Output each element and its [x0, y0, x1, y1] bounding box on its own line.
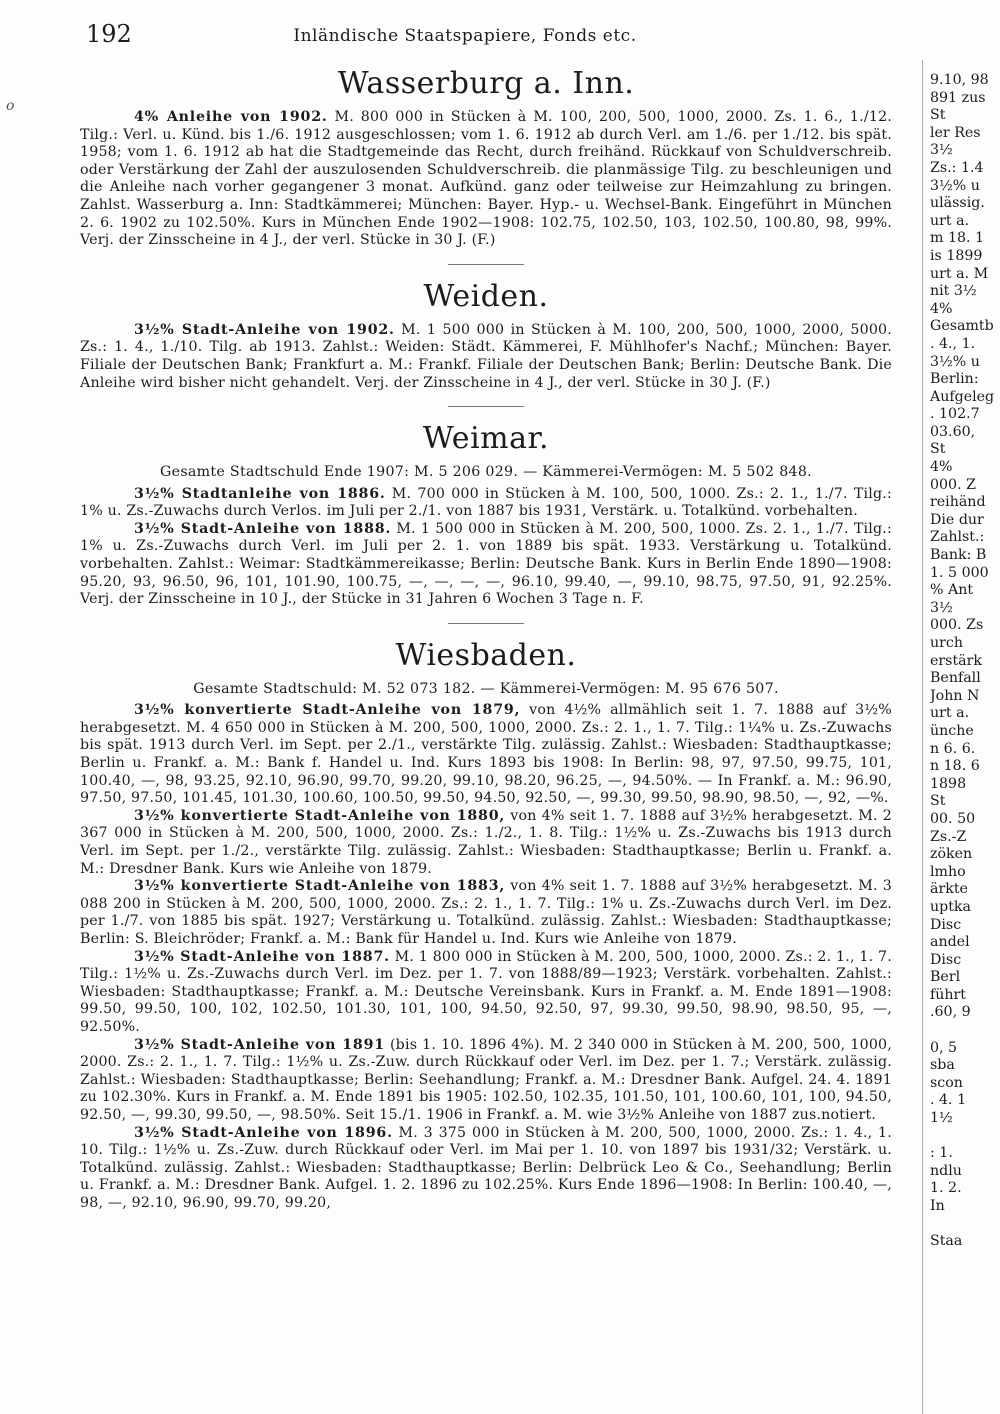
fragment-line: urch	[930, 635, 964, 651]
fragment-line: 1898	[930, 775, 967, 792]
loan-details: M. 1 500 000 in Stücken à M. 200, 500, 1000. Zs. 2. 1., 1./7. Tilg.: 1% u. Zs.-Zuwachs durch Verl. im Juli per 2. 1. von 1889 bis spät. 1933. Verstärkung u. Totalkünd. vorbehalten. Zahlst.: Weimar: Stadtkämmereikasse; Berlin: Deutsche Bank. Kurs in Berlin Ende 1890—1908: 95.20, 93, 96.50, 96, 101, 101.90, 100.75, —, —, —, —, 96.10, 99.40, —, 99.10, 98.75, 97.50, 91, 92.25%. Verj. der Zinsscheine in 10 J., der Stücke in 31 Jahren 6 Wochen 3 Tage n. F.	[80, 520, 892, 608]
fragment-line: . 4. 1	[930, 1092, 967, 1109]
fragment-line: ärkte	[930, 881, 968, 898]
adjacent-page-fragment	[930, 72, 1000, 1414]
fragment-line: 0, 5	[930, 1039, 958, 1056]
fragment-line: John N	[930, 687, 980, 704]
fragment-line: 3½	[930, 599, 953, 616]
fragment-line	[930, 1216, 1000, 1234]
loan-details: von 4½% allmählich seit 1. 7. 1888 auf 3½% herabgesetzt. M. 4 650 000 in Stücken à M. 200, 500, 1000, 2000. Zs.: 2. 1., 1. 7. Tilg.: 1¼% u. Zs.-Zuwachs bis spät. 1913 durch Verl. im Sept. per 2./1., verstärkte Tilg. zulässig. Zahlst.: Wiesbaden: Stadthauptkasse; Berlin u. Frankf. a. M.: Bank f. Handel u. Ind. Kurs 1893 bis 1908: In Berlin: 98, 97, 97.50, 99.75, 101, 100.40, —, 98, 93.25, 92.10, 96.90, 99.70, 99.20, 99.10, 98.20, 96.25, —, 94.50%. — In Frankf. a. M.: 96.90, 97.50, 97.50, 101.45, 101.30, 100.60, 100.50, 99.50, 94.50, 92.50, —, 99.30, 99.50, 98.90, 98.50, —, 92, —%.	[80, 702, 892, 807]
fragment-line: 3½	[930, 142, 953, 159]
loan-title: 3½% Stadt-Anleihe von 1888.	[134, 520, 392, 537]
fragment-line: Aufgeleg	[930, 388, 995, 405]
loan-details: von 4% seit 1. 7. 1888 auf 3½% herabgesetzt. M. 3 088 200 in Stücken à M. 200, 500, 1000, 2000. Zs.: 2. 1., 1. 7. Tilg.: 1% u. Zs.-Zuwachs durch Verl. im Dez. per 1./7. von 1885 bis spät. 1927; Verstärkung u. Totalkünd. zulässig. Zahlst.: Wiesbaden: Stadthauptkasse; Berlin: S. Bleichröder; Frankf. a. M.: Bank für Handel u. Ind. Kurs wie Anleihe von 1879.	[80, 878, 892, 947]
fragment-line: Die dur	[930, 511, 984, 528]
fragment-line: Disc	[930, 916, 962, 933]
loan-details: von 4% seit 1. 7. 1888 auf 3½% herabgesetzt. M. 2 367 000 in Stücken à M. 200, 500, 1000, 2000. Zs.: 1./2., 1. 8. Tilg.: 1½% u. Zs.-Zuwachs bis 1913 durch Verl. im Sept. per 1./2., verstärkte Tilg. zulässig. Zahlst.: Wiesbaden: Stadthauptkasse; Berlin u. Frankf. a. M.: Dresdner Bank. Kurs wie Anleihe von 1879.	[80, 807, 892, 877]
fragment-line	[930, 1128, 1000, 1146]
loan-details: M. 3 375 000 in Stücken à M. 200, 500, 1000, 2000. Zs.: 1. 4., 1. 10. Tilg.: 1½% u. Zs.-Zuw. durch Rückkauf oder Verl. im Mai per 1. 10. von 1897 bis 1931/32; Verstärk. u. Totalkünd. zulässig. Zahlst.: Wiesbaden: Stadthauptkasse; Berlin: Delbrück Leo & Co., Seehandlung; Berlin u. Frankf. a. M.: Dresdner Bank. Aufgel. 1. 2. 1896 zu 102.25%. Kurs Ende 1896—1908: In Berlin: 100.40, —, 98, —, 92.10, 96.90, 99.70, 99.20,	[80, 1124, 892, 1211]
loan-title: 3½% konvertierte Stadt-Anleihe von 1879,	[134, 702, 521, 719]
fragment-line: % Ant	[930, 582, 974, 599]
loan-details: (bis 1. 10. 1896 4%). M. 2 340 000 in Stücken à M. 200, 500, 1000, 2000. Zs.: 2. 1., 1. 7. Tilg.: 1½% u. Zs.-Zuw. durch Rückkauf oder Verl. im Dez. per 1. 7.; Verstärk. zulässig. Zahlst.: Wiesbaden: Stadthauptkasse; Berlin: Seehandlung; Frankf. a. M.: Dresdner Bank. Aufgel. 24. 4. 1891 zu 102.30%. Kurs in Frankf. a. M. Ende 1891 bis 1905: 102.50, 102.35, 101.50, 101, 100.60, 101, 100, 94.50, 92.50, —, 99.30, 99.50, —, 98.50%. Seit 15./1. 1906 in Frankf. a. M. wie 3½% Anleihe von 1887 zus.notiert.	[80, 1036, 892, 1123]
fragment-line: ler Res	[930, 124, 981, 141]
loan-entry	[80, 949, 892, 1037]
loan-entry	[80, 322, 892, 392]
fragment-line: St	[930, 793, 946, 810]
fragment-line: Gesamtb	[930, 318, 994, 335]
loan-title: 3½% konvertierte Stadt-Anleihe von 1880,	[134, 807, 506, 824]
fragment-line: urt a.	[930, 212, 970, 229]
running-title: Inländische Staatspapiere, Fonds etc.	[293, 26, 637, 46]
fragment-line	[930, 1022, 1000, 1040]
fragment-line: ndlu	[930, 1162, 962, 1179]
loan-entry	[80, 486, 892, 521]
loan-title: 3½% Stadt-Anleihe von 1887.	[134, 948, 390, 965]
fragment-line: 891 zus	[930, 89, 986, 106]
fragment-line: 1. 5 000	[930, 564, 989, 581]
fragment-line: nit 3½	[930, 283, 977, 300]
fragment-line: scon	[930, 1074, 963, 1091]
fragment-line: 03.60,	[930, 423, 976, 440]
fragment-line: : 1.	[930, 1145, 953, 1162]
loan-entry	[80, 808, 892, 878]
loan-entry	[80, 1125, 892, 1213]
fragment-line: 3½% u	[930, 353, 980, 370]
fragment-line: Disc	[930, 951, 962, 968]
fragment-line: Zs.-Z	[930, 828, 967, 845]
section-title: Weiden.	[423, 278, 549, 314]
loan-details: M. 1 500 000 in Stücken à M. 100, 200, 500, 1000, 2000, 5000. Zs.: 1. 4., 1./10. Tilg. ab 1913. Zahlst.: Weiden: Städt. Kämmerei, F. Mühlhofer's Nachf.; München: Bayer. Filiale der Deutschen Bank; Frankfurt a. M.: Frankf. Filiale der Deutschen Bank; Berlin: Deutsche Bank. Die Anleihe wird bisher nicht gehandelt. Verj. der Zinsscheine in 4 J., der verl. Stücke in 30 J. (F.)	[80, 321, 892, 391]
fragment-line: Staa	[930, 1233, 963, 1250]
fragment-line: 3½% u	[930, 177, 980, 194]
fragment-line: In	[930, 1198, 945, 1214]
fragment-line: Berlin:	[930, 371, 979, 388]
fragment-line: . 102.7	[930, 406, 980, 423]
fragment-line: Zs.: 1.4	[930, 159, 984, 176]
fragment-line: Zahlst.:	[930, 529, 985, 546]
fragment-line: reihänd	[930, 494, 986, 511]
loan-details: M. 700 000 in Stücken à M. 100, 500, 1000. Zs.: 2. 1., 1./7. Tilg.: 1% u. Zs.-Zuwachs durch Verlos. im Juli per 2./1. von 1887 bis 1931, Verstärk. u. Totalkünd. vorbehalten.	[80, 485, 892, 520]
section-title: Weimar.	[422, 421, 550, 457]
loan-title: 3½% Stadt-Anleihe von 1896.	[134, 1124, 393, 1141]
fragment-line: 4%	[930, 300, 953, 317]
fragment-line: 00. 50	[930, 810, 976, 827]
section-title: Wiesbaden.	[395, 637, 577, 673]
fragment-line: Berl	[930, 969, 961, 986]
fragment-line: ünche	[930, 722, 974, 739]
margin-mark: o	[6, 98, 15, 114]
page-fold-divider	[922, 60, 923, 1414]
fragment-line: sba	[930, 1057, 955, 1074]
loan-details: M. 1 800 000 in Stücken à M. 200, 500, 1000, 2000. Zs.: 2. 1., 1. 7. Tilg.: 1½% u. Zs.-Zuwachs durch Verl. im Dez. per 1. 7. von 1888/89—1923; Verstärk. vorbehalten. Zahlst.: Wiesbaden: Stadthauptkasse; Frankf. a. M.: Deutsche Vereinsbank. Kurs in Frankf. a. M. Ende 1891—1908: 99.50, 99.50, 100, 102, 102.50, 101.30, 101, 100, 94.50, 92.50, 97, 99.30, 99.50, 98.90, 98.50, 95, —, 92.50%.	[80, 948, 892, 1035]
section-title: Wasserburg a. Inn.	[337, 66, 635, 101]
loan-entry	[80, 109, 892, 250]
fragment-line: 000. Z	[930, 476, 976, 493]
section-divider	[448, 623, 524, 624]
fragment-line: .60, 9	[930, 1004, 971, 1021]
loan-entry	[80, 702, 892, 808]
fragment-line: führt	[930, 986, 967, 1003]
loan-title: 4% Anleihe von 1902.	[134, 109, 328, 125]
main-column	[80, 60, 892, 1213]
fragment-line: n 18. 6	[930, 758, 980, 775]
fragment-line: lmho	[930, 863, 966, 880]
fragment-line: m 18. 1	[930, 230, 985, 247]
fragment-line: Bank: B	[930, 547, 987, 564]
loan-title: 3½% Stadt-Anleihe von 1902.	[134, 321, 395, 338]
fragment-line: urt a.	[930, 705, 970, 722]
fragment-line: n 6. 6.	[930, 740, 976, 757]
fragment-line: ulässig.	[930, 195, 985, 212]
fragment-line: St	[930, 107, 946, 124]
fragment-line: urt a. M	[930, 265, 989, 282]
fragment-line: is 1899	[930, 247, 983, 264]
fragment-line: 1. 2.	[930, 1180, 962, 1197]
loan-title: 3½% konvertierte Stadt-Anleihe von 1883,	[134, 878, 506, 895]
fragment-line: . 4., 1.	[930, 335, 976, 352]
loan-entry	[80, 1037, 892, 1125]
city-debt-summary: Gesamte Stadtschuld: M. 52 073 182. — Kämmerei-Vermögen: M. 95 676 507.	[193, 680, 779, 697]
fragment-line: 000. Zs	[930, 617, 984, 634]
fragment-line: 4%	[930, 459, 953, 476]
page-number: 192	[86, 20, 132, 48]
loan-entry	[80, 521, 892, 609]
fragment-line: erstärk	[930, 652, 982, 669]
section-divider	[448, 264, 524, 265]
loan-title: 3½% Stadtanleihe von 1886.	[134, 485, 386, 502]
fragment-line: St	[930, 441, 946, 458]
loan-entry	[80, 878, 892, 948]
fragment-line: andel	[930, 934, 970, 951]
fragment-line: Benfall	[930, 670, 981, 687]
fragment-line: 9.10, 98	[930, 72, 989, 88]
loan-title: 3½% Stadt-Anleihe von 1891	[134, 1036, 385, 1053]
fragment-line: zöken	[930, 846, 973, 863]
city-debt-summary: Gesamte Stadtschuld Ende 1907: M. 5 206 029. — Kämmerei-Vermögen: M. 5 502 848.	[160, 464, 812, 481]
section-divider	[448, 406, 524, 407]
fragment-line: 1½	[930, 1110, 953, 1127]
fragment-line: uptka	[930, 898, 971, 915]
loan-details: M. 800 000 in Stücken à M. 100, 200, 500, 1000, 2000. Zs. 1. 6., 1./12. Tilg.: Verl. u. Künd. bis 1./6. 1912 ausgeschlossen; vom 1. 6. 1912 ab durch Verl. am 1./6. per 1./12. bis spät. 1958; vom 1. 6. 1912 ab hat die Stadtgemeinde das Recht, durch freihänd. Rückkauf von Schuldverschreib. oder Verstärkung der Zahl der auszulosenden Schuldverschreib. die planmässige Tilg. zu beschleunigen und die Anleihe nach vorher gegangener 3 monat. Aufkünd. ganz oder teilweise zur Heimzahlung zu bringen. Zahlst. Wasserburg a. Inn: Stadtkämmerei; München: Bayer. Hyp.- u. Wechsel-Bank. Eingeführt in München 2. 6. 1902 zu 102.50%. Kurs in München Ende 1902—1908: 102.75, 102.50, 103, 102.50, 100.80, 98, 99%. Verj. der Zinsscheine in 4 J., der verl. Stücke in 30 J. (F.)	[80, 109, 892, 249]
